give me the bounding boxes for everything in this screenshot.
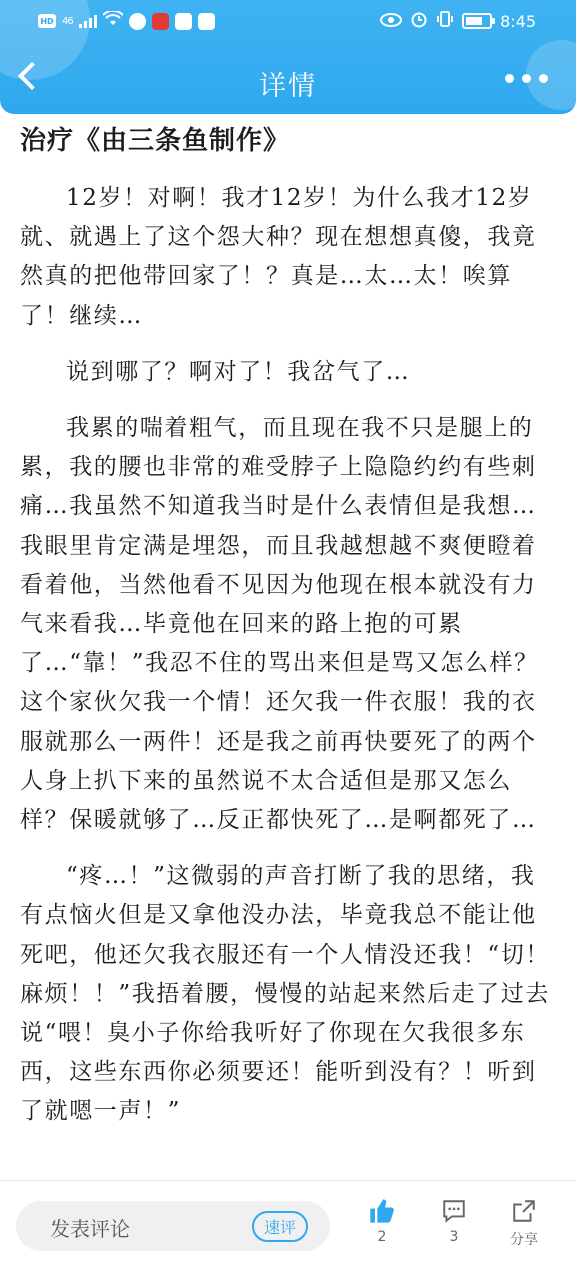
status-bar [0,0,576,40]
nav-bar [0,44,576,114]
article-title: 治疗《由三条鱼制作》 [20,126,291,156]
quick-comment-button[interactable]: 速评 [252,1211,308,1242]
comment-input[interactable] [16,1201,330,1251]
comment-placeholder: 发表评论 [50,1217,130,1241]
network-type: 46 [62,15,73,27]
top-header [0,0,576,114]
app-notification-icon [129,13,146,30]
eye-icon [380,12,402,31]
book-app-icon [175,13,192,30]
bottom-action-bar [0,1180,576,1281]
wifi-icon [103,11,123,31]
more-dot-icon [539,74,548,83]
search-app-icon [198,13,215,30]
thumbs-up-icon [352,1197,412,1225]
app-notification-icon [152,13,169,30]
share-button[interactable] [494,1197,554,1249]
like-button[interactable] [352,1197,412,1245]
signal-icon [79,14,97,28]
page-title: 详情 [259,71,317,102]
comment-bubble-icon [424,1197,484,1225]
comment-count: 3 [449,1229,459,1245]
comment-button[interactable] [424,1197,484,1245]
more-dot-icon [522,74,531,83]
article-paragraph: 说到哪了？啊对了！我岔气了… [66,358,411,385]
clock-time: 8:45 [500,11,536,31]
share-label: 分享 [510,1232,538,1248]
more-options-button[interactable] [505,74,548,83]
article-body [20,116,556,1149]
article-paragraph: 我累的喘着粗气，而且现在我不只是腿上的累，我的腰也非常的难受脖子上隐隐约约有些刺痛…我虽然不知道我当时是什么表情但是我想…我眼里肯定满是埋怨，而且我越想越不爽便瞪着看着他，当然他看不见因为他现在根本就没有力气来看我…毕竟他在回来的路上抱的可累了…“靠！”我忍不住的骂出来但是骂又怎么样？这个家伙欠我一个情！还欠我一件衣服！我的衣服就那么一两件！还是我之前再快要死了的两个人身上扒下来的虽然说不太合适但是那又怎么样？保暖就够了…反正都快死了…是啊都死了… [20,415,539,834]
battery-icon [462,13,492,29]
hd-indicator: HD [38,14,56,28]
vibrate-icon [436,10,454,32]
alarm-icon [410,10,428,32]
article-paragraph: “疼…！”这微弱的声音打断了我的思绪，我有点恼火但是又拿他没办法，毕竟我总不能让他死吧，他还欠我衣服还有一个人情没还我！“切！麻烦！！”我捂着腰，慢慢的站起来然后走了过去说“喂！臭小子你给我听好了你现在欠我很多东西，这些东西你必须要还！能听到没有？！听到了就嗯一声！” [20,863,550,1125]
share-icon [494,1197,554,1225]
more-dot-icon [505,74,514,83]
article-paragraph: 12岁！对啊！我才12岁！为什么我才12岁就、就遇上了这个怨大种？现在想想真傻，我竟然真的把他带回家了！？真是…太…太！唉算了！继续… [20,185,537,329]
like-count: 2 [377,1229,387,1245]
